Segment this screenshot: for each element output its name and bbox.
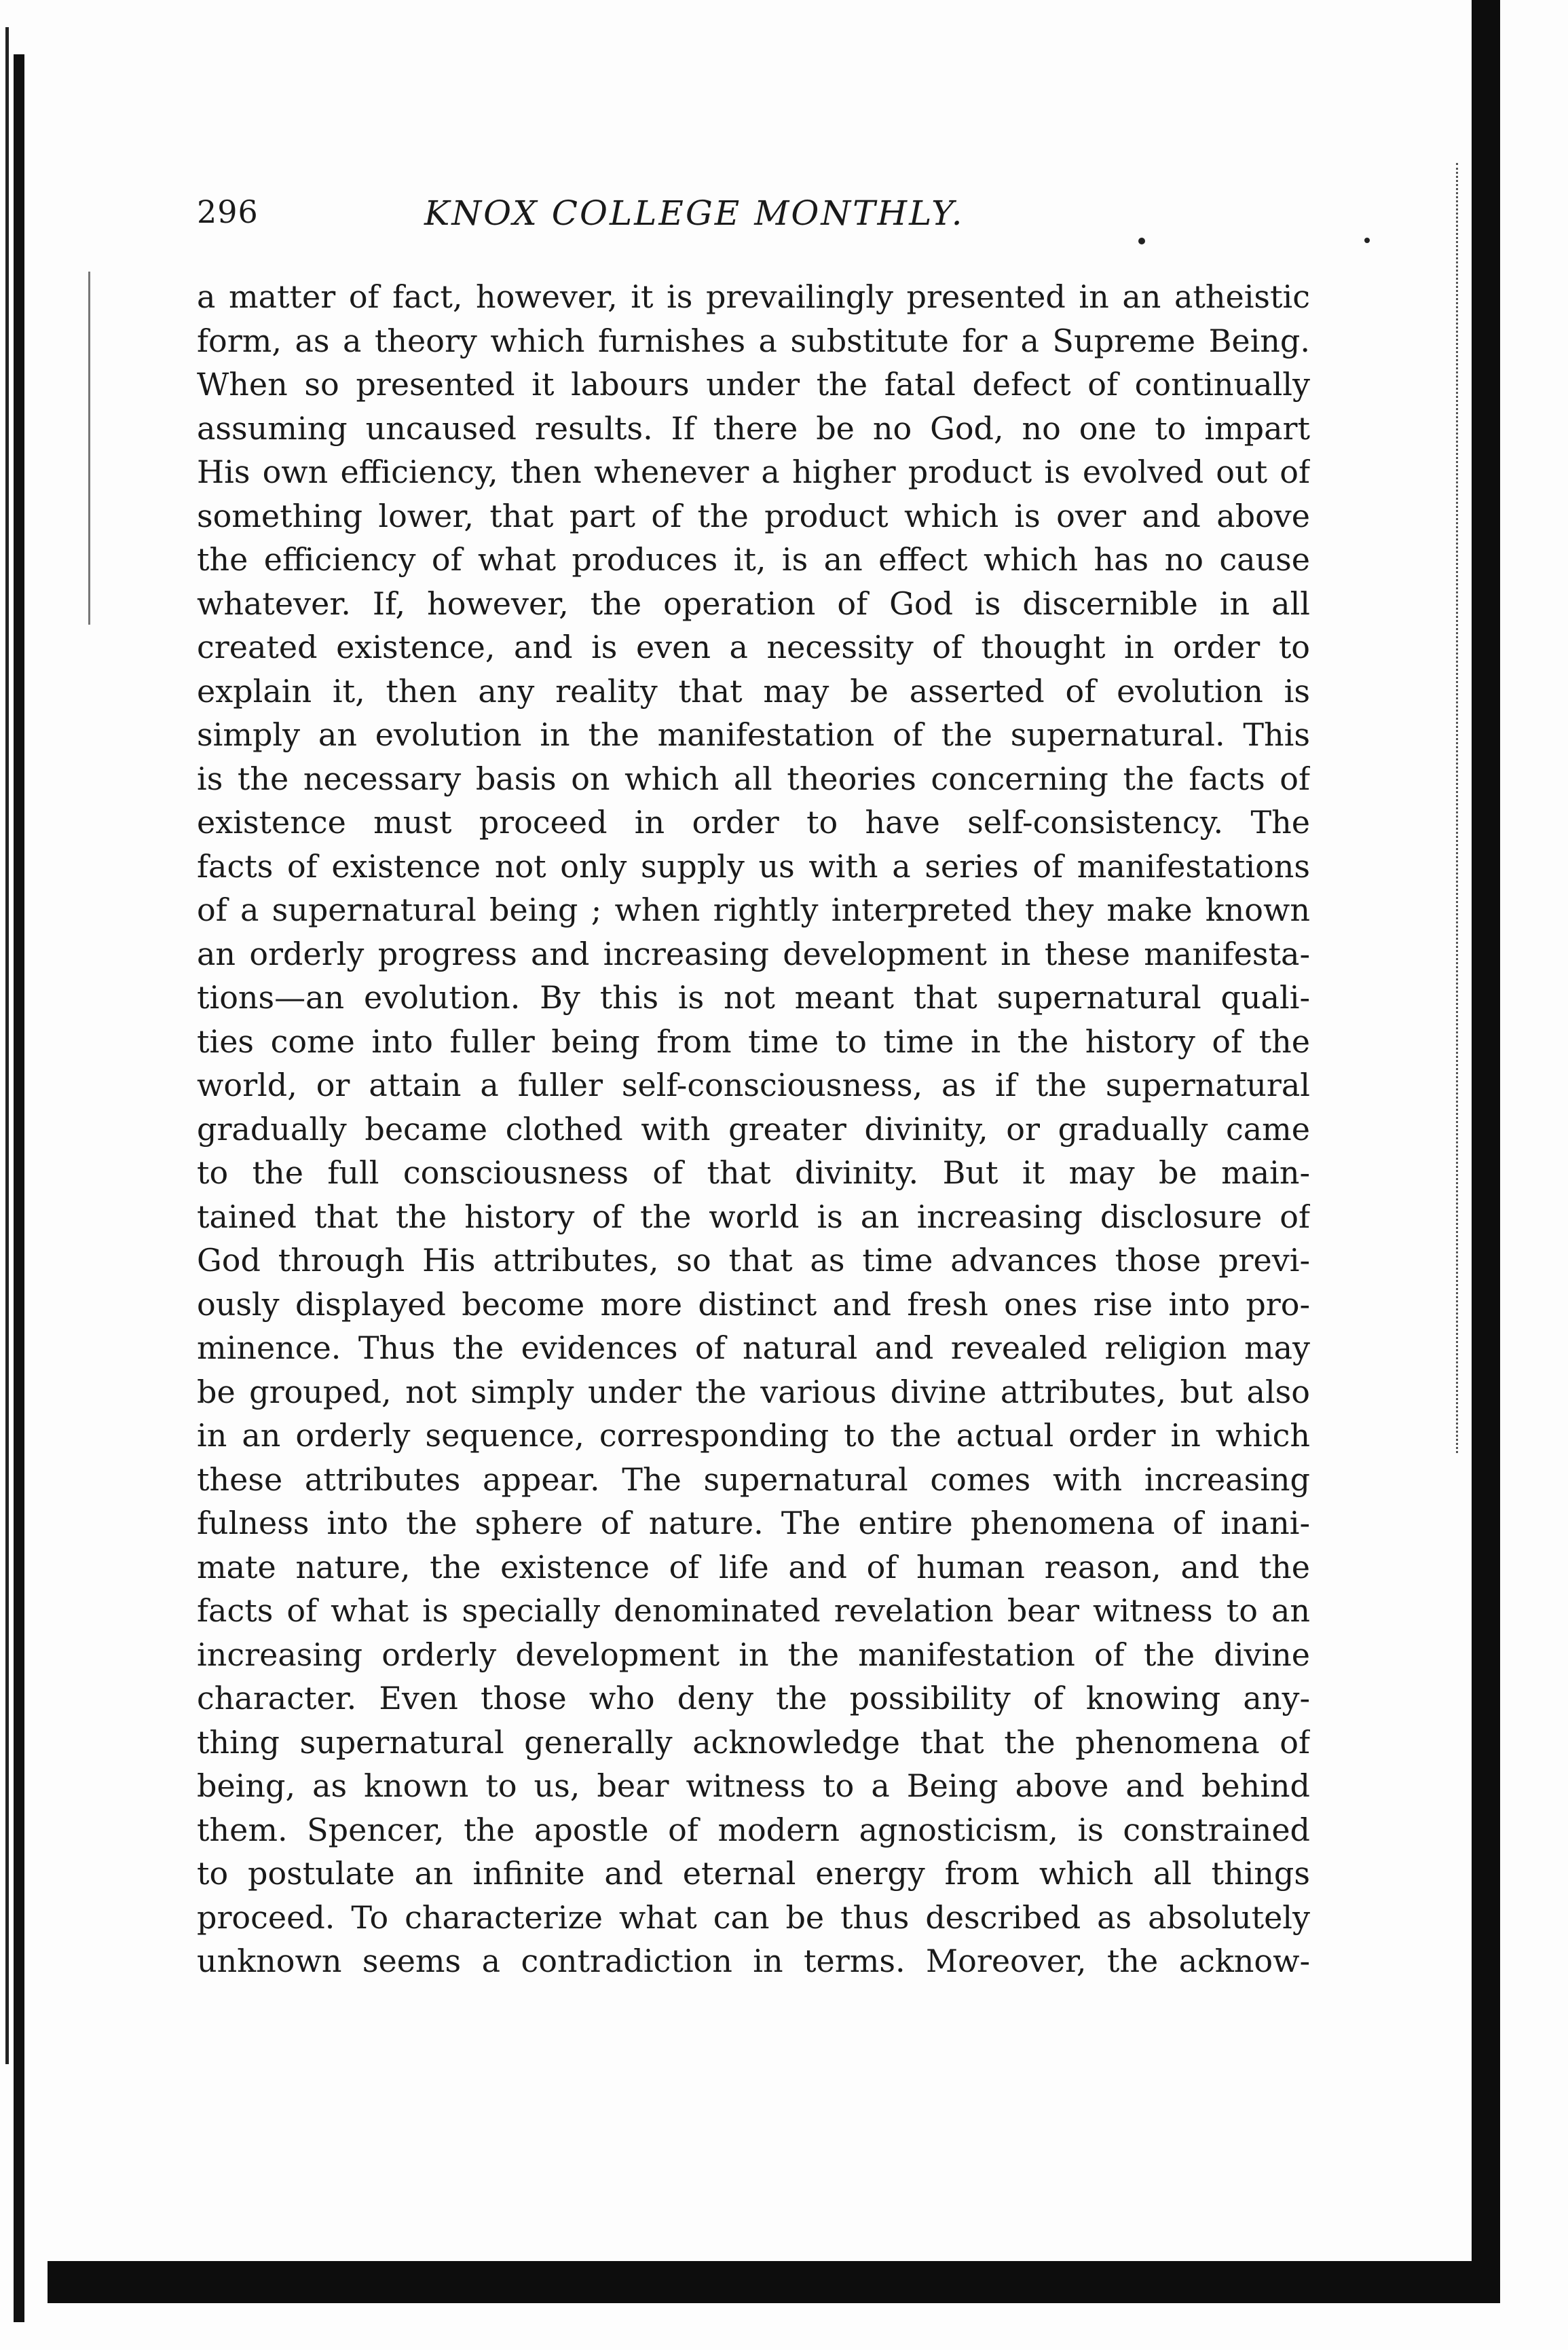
text-line: them. Spencer, the apostle of modern agnosticism, is constrained: [197, 1811, 1310, 1848]
text-line: When so presented it labours under the fatal defect of continually: [197, 366, 1310, 403]
text-line: world, or attain a fuller self-consciousness, as if the supernatural: [197, 1067, 1310, 1103]
ink-speck: [1364, 238, 1370, 243]
text-line: whatever. If, however, the operation of God is discernible in all: [197, 585, 1310, 622]
text-line: proceed. To characterize what can be thus described as absolutely: [197, 1898, 1310, 1936]
text-line: existence must proceed in order to have self-consistency. The: [197, 804, 1310, 841]
body-text: [197, 275, 1310, 1983]
scan-edge-bottom: [48, 2261, 1500, 2303]
text-line: something lower, that part of the product which is over and above: [197, 497, 1310, 534]
text-line: an orderly progress and increasing development in these manifesta-: [197, 935, 1310, 972]
text-line: of a supernatural being ; when rightly interpreted they make known: [197, 892, 1310, 928]
text-line: mate nature, the existence of life and of human reason, and the: [197, 1548, 1310, 1585]
text-line: form, as a theory which furnishes a substitute for a Supreme Being.: [197, 322, 1310, 359]
running-title: KNOX COLLEGE MONTHLY.: [424, 194, 965, 233]
text-line: God through His attributes, so that as time advances those previ-: [197, 1242, 1310, 1279]
text-line: minence. Thus the evidences of natural and revealed religion may: [197, 1329, 1310, 1366]
scan-edge-left: [14, 54, 24, 2322]
text-line: ously displayed become more distinct and fresh ones rise into pro-: [197, 1285, 1310, 1323]
text-line: character. Even those who deny the possibility of knowing any-: [197, 1680, 1310, 1716]
text-line: assuming uncaused results. If there be no God, no one to impart: [197, 409, 1310, 447]
text-line: explain it, then any reality that may be asserted of evolution is: [197, 672, 1310, 710]
page-number: 296: [197, 194, 259, 230]
margin-rule: [88, 272, 90, 625]
text-line: tained that the history of the world is an increasing disclosure of: [197, 1198, 1310, 1235]
text-line: tions—an evolution. By this is not meant that supernatural quali-: [197, 979, 1310, 1016]
scan-edge-right: [1472, 0, 1500, 2295]
text-line: be grouped, not simply under the various divine attributes, but also: [197, 1373, 1310, 1410]
text-line: ties come into fuller being from time to time in the history of the: [197, 1023, 1310, 1060]
text-line: in an orderly sequence, corresponding to the actual order in which: [197, 1417, 1310, 1454]
text-line: facts of existence not only supply us with a series of manifestations: [197, 847, 1310, 885]
text-line: simply an evolution in the manifestation of the supernatural. This: [197, 716, 1310, 753]
text-line: gradually became clothed with greater divinity, or gradually came: [197, 1110, 1310, 1148]
text-line: these attributes appear. The supernatural comes with increasing: [197, 1461, 1310, 1498]
text-line: facts of what is specially denominated revelation bear witness to an: [197, 1592, 1310, 1629]
text-line: fulness into the sphere of nature. The entire phenomena of inani-: [197, 1505, 1310, 1541]
scan-edge-left-thin: [5, 27, 9, 2064]
text-line: to the full consciousness of that divinity. But it may be main-: [197, 1154, 1310, 1191]
text-line: unknown seems a contradiction in terms. Moreover, the acknow-: [197, 1943, 1310, 1979]
text-line: created existence, and is even a necessity of thought in order to: [197, 629, 1310, 665]
text-line: a matter of fact, however, it is prevailingly presented in an atheistic: [197, 278, 1310, 315]
text-line: being, as known to us, bear witness to a Being above and behind: [197, 1767, 1310, 1804]
text-line: thing supernatural generally acknowledge that the phenomena of: [197, 1723, 1310, 1761]
page-header: [197, 194, 1310, 248]
text-line: increasing orderly development in the manifestation of the divine: [197, 1636, 1310, 1673]
margin-marks: [1456, 163, 1472, 1453]
text-line: the efficiency of what produces it, is an effect which has no cause: [197, 541, 1310, 578]
text-line: to postulate an infinite and eternal energy from which all things: [197, 1855, 1310, 1892]
text-line: is the necessary basis on which all theories concerning the facts of: [197, 760, 1310, 797]
text-line: His own efficiency, then whenever a higher product is evolved out of: [197, 454, 1310, 490]
